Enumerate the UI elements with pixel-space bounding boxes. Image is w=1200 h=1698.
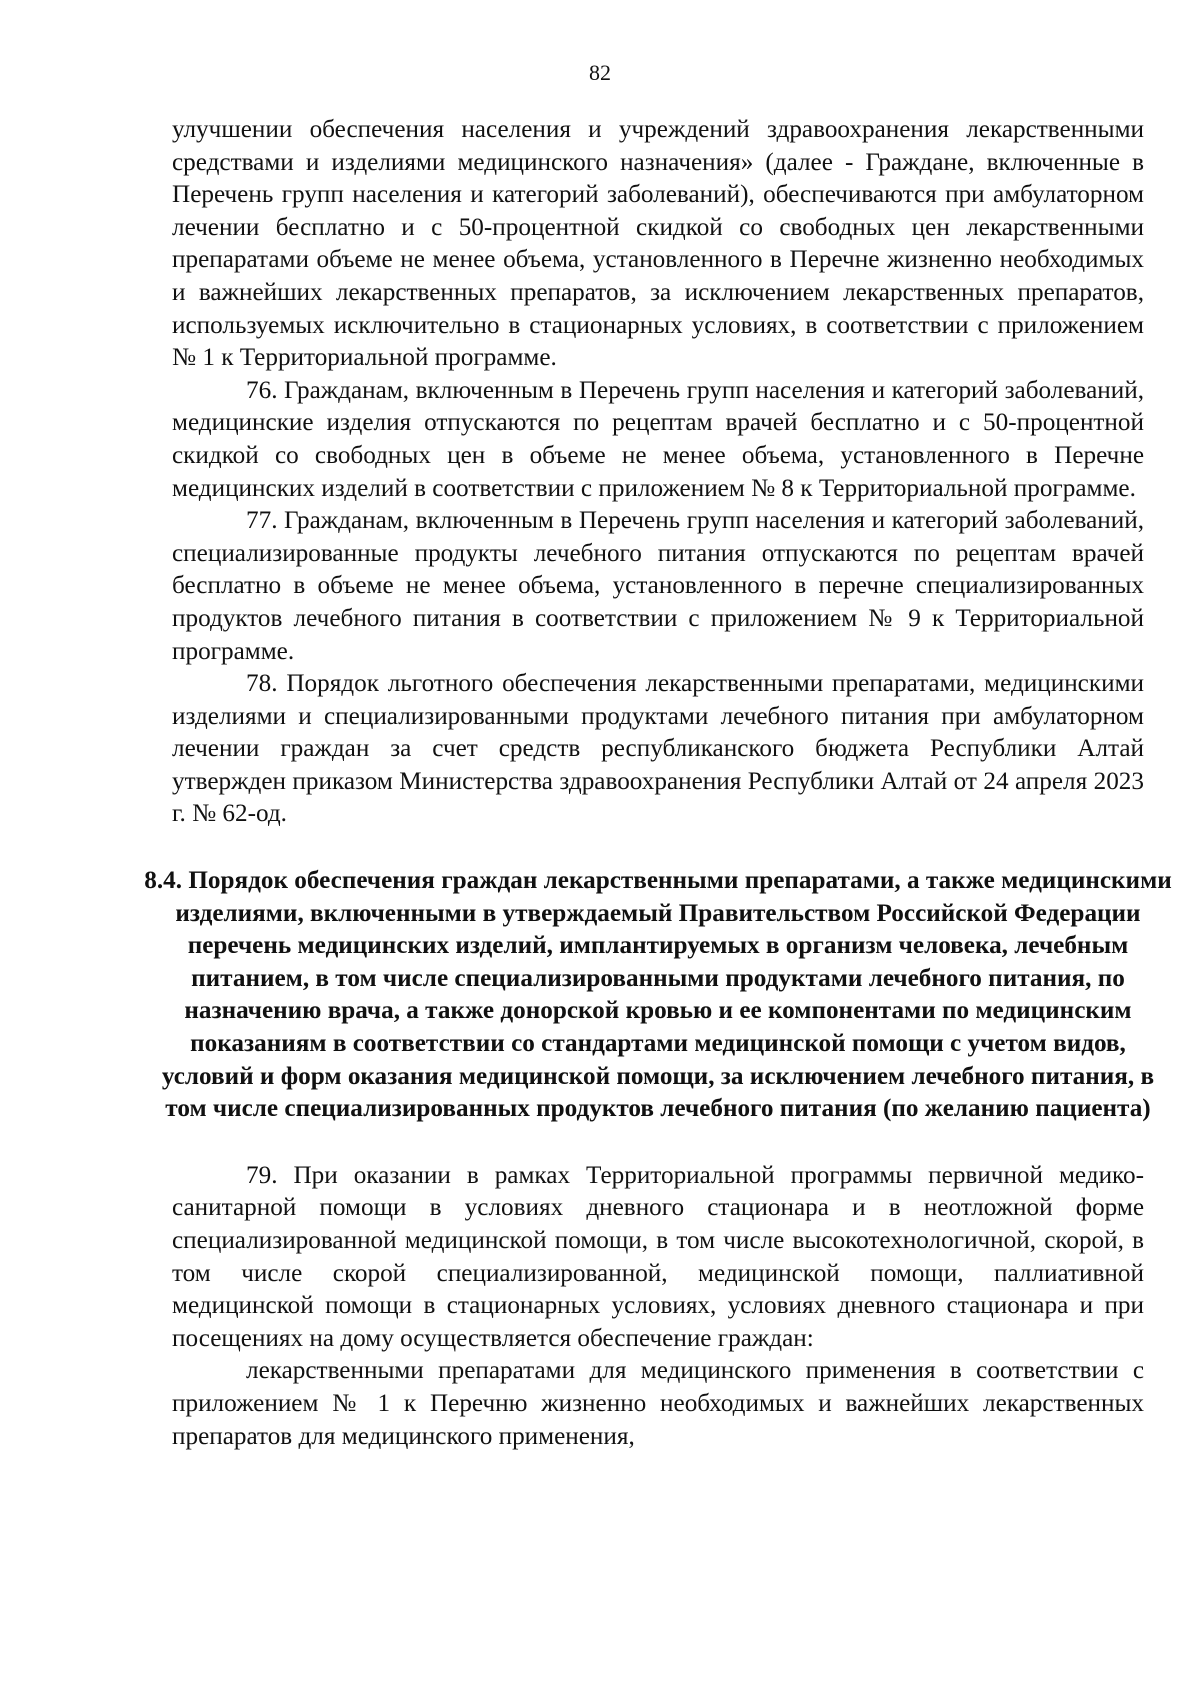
paragraph-78: 78. Порядок льготного обеспечения лекарственными препаратами, медицинскими изделиями и специализированными продуктами лечебного питания при амбулаторном лечении граждан за счет средств республиканского бюджета Республики Алтай утвержден приказом Министерства здравоохранения Республики Алтай от 24 апреля 2023 г. № 62-од. (172, 670, 1144, 828)
page-content (144, 114, 1172, 1453)
paragraph-76: 76. Гражданам, включенным в Перечень групп населения и категорий заболеваний, медицинские изделия отпускаются по рецептам врачей бесплатно и с 50-процентной скидкой со свободных цен в объеме не менее объема, установленного в Перечне медицинских изделий в соответствии с приложением № 8 к Территориальной программе. (172, 376, 1144, 502)
page-number: 82 (589, 60, 611, 85)
paragraph-continuation: улучшении обеспечения населения и учреждений здравоохранения лекарственными средствами и изделиями медицинского назначения» (далее - Граждане, включенные в Перечень групп населения и категорий заболеваний), обеспечиваются при амбулаторном лечении бесплатно и с 50-процентной скидкой со свободных цен лекарственными препаратами объеме не менее объема, установленного в Перечне жизненно необходимых и важнейших лекарственных препаратов, за исключением лекарственных препаратов, используемых исключительно в стационарных условиях, в соответствии с приложением № 1 к Территориальной программе. (172, 116, 1144, 372)
paragraph-77: 77. Гражданам, включенным в Перечень групп населения и категорий заболеваний, специализированные продукты лечебного питания отпускаются по рецептам врачей бесплатно в объеме не менее объема, установленного в перечне специализированных продуктов лечебного питания в соответствии с приложением № 9 к Территориальной программе. (172, 507, 1144, 665)
paragraph-79: 79. При оказании в рамках Территориальной программы первичной медико-санитарной помощи в условиях дневного стационара и в неотложной форме специализированной медицинской помощи, в том числе высокотехнологичной, скорой, в том числе скорой специализированной, медицинской помощи, паллиативной медицинской помощи в стационарных условиях, условиях дневного стационара и при посещениях на дому осуществляется обеспечение граждан: (172, 1161, 1144, 1352)
section-heading-8-4: 8.4. Порядок обеспечения граждан лекарственными препаратами, а также медицинскими изделиями, включенными в утверждаемый Правительством Российской Федерации перечень медицинских изделий, имплантируемых в организм человека, лечебным питанием, в том числе специализированными продуктами лечебного питания, по назначению врача, а также донорской кровью и ее компонентами по медицинским показаниям в соответствии со стандартами медицинской помощи с учетом видов, условий и форм оказания медицинской помощи, за исключением лечебного питания, в том числе специализированных продуктов лечебного питания (по желанию пациента) (144, 867, 1172, 1123)
paragraph-79-medicines: лекарственными препаратами для медицинского применения в соответствии с приложением № 1 к Перечню жизненно необходимых и важнейших лекарственных препаратов для медицинского применения, (172, 1357, 1144, 1450)
